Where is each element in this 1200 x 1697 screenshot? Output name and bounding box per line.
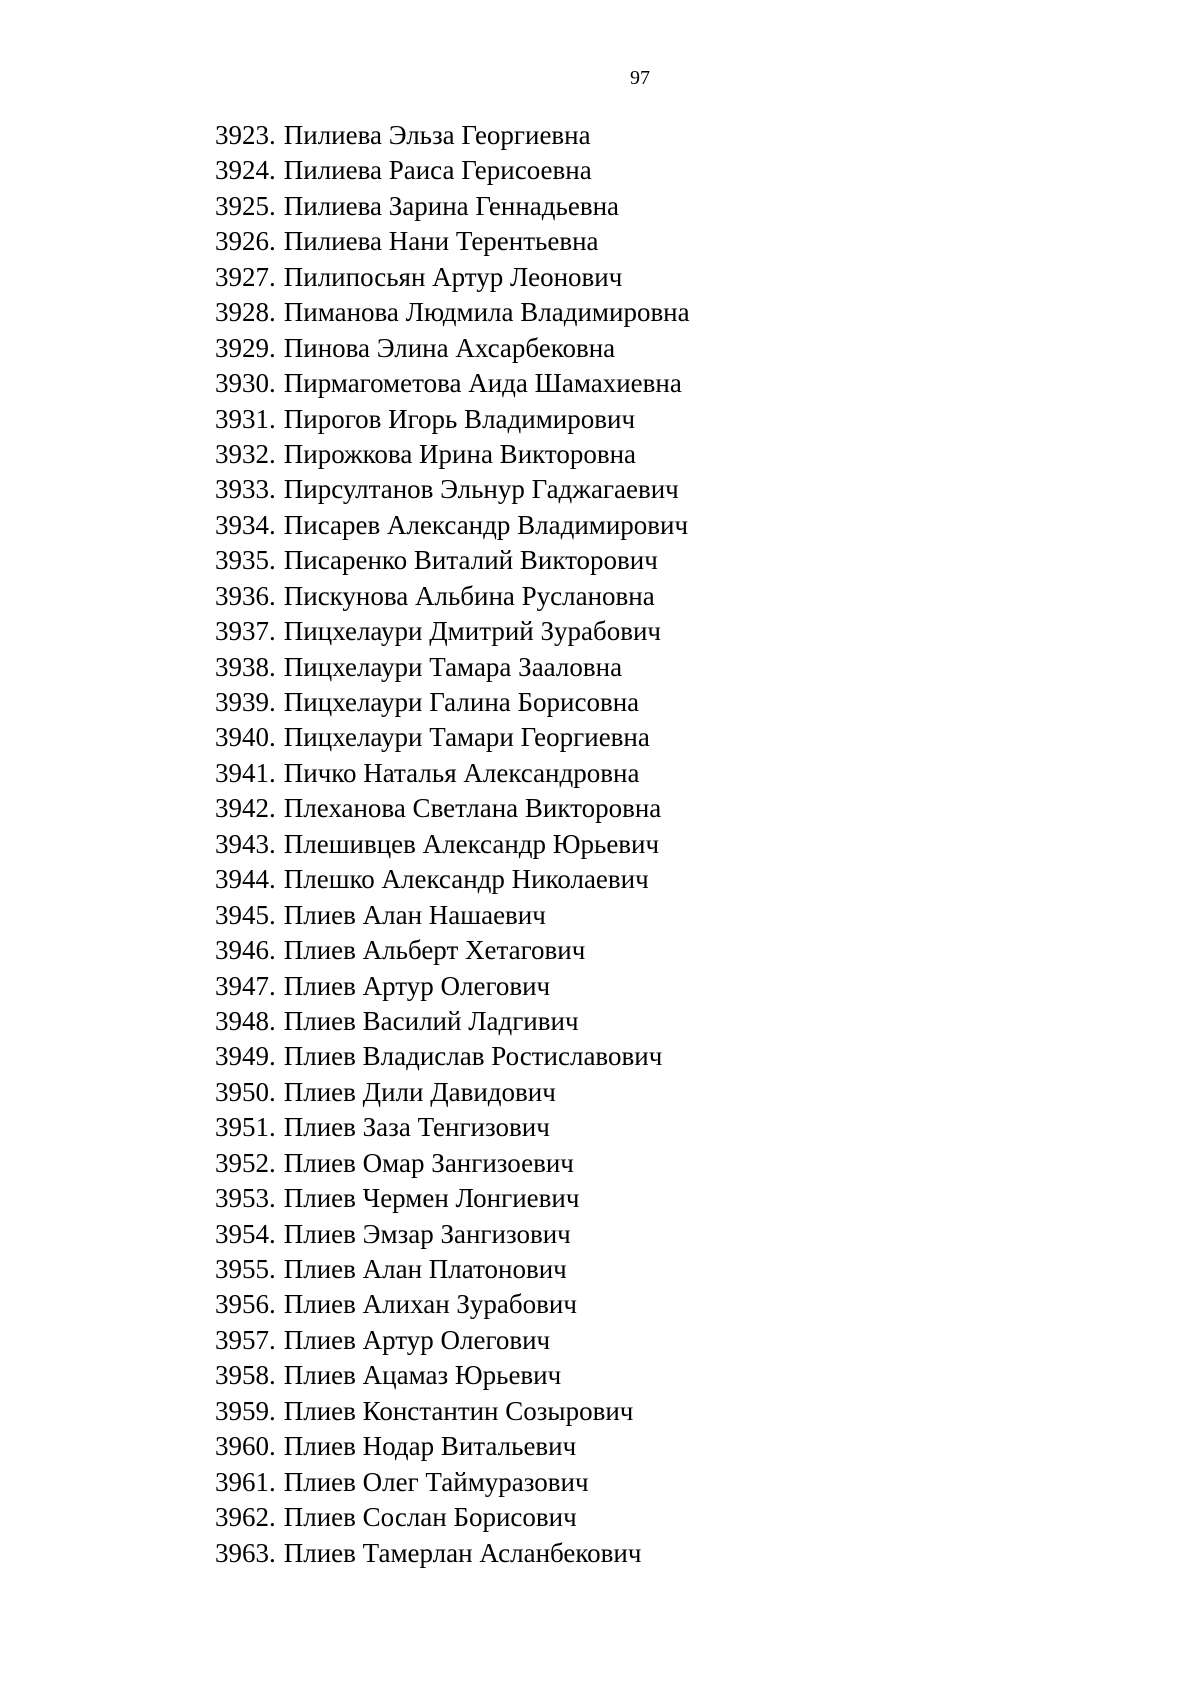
entry-number: 3957. — [215, 1324, 276, 1355]
entry-number: 3955. — [215, 1254, 276, 1284]
entry-number: 3932. — [215, 438, 276, 469]
entry-name: Плиев Заза Тенгизович — [283, 1112, 550, 1143]
entry-number: 3931. — [215, 403, 276, 434]
list-item — [215, 1075, 690, 1110]
entry-name: Плиев Константин Созырович — [283, 1395, 634, 1426]
entry-name: Пирмагометова Аида Шамахиевна — [283, 368, 682, 399]
entry-name: Плешивцев Александр Юрьевич — [283, 828, 660, 859]
entry-name: Пилиева Раиса Герисоевна — [283, 155, 592, 186]
entry-number: 3925. — [215, 190, 276, 221]
entry-name: Писарев Александр Владимирович — [283, 509, 689, 540]
entry-name: Плешко Александр Николаевич — [283, 864, 649, 895]
entry-name: Плиев Омар Зангизоевич — [283, 1147, 574, 1178]
entry-name: Пицхелаури Тамара Зааловна — [283, 651, 623, 682]
entry-number: 3942. — [215, 793, 276, 824]
entry-number: 3939. — [215, 687, 276, 717]
list-item — [215, 543, 690, 578]
entry-name: Плиев Ацамаз Юрьевич — [283, 1360, 562, 1391]
entry-number: 3953. — [215, 1183, 276, 1214]
list-item — [215, 1465, 690, 1500]
entry-number: 3948. — [215, 1005, 276, 1036]
entry-number: 3928. — [215, 297, 276, 328]
list-item — [215, 224, 690, 259]
entry-number: 3952. — [215, 1147, 276, 1178]
list-item — [215, 614, 690, 649]
entry-name: Плиев Эмзар Зангизович — [283, 1218, 571, 1249]
list-item — [215, 969, 690, 1004]
list-item — [215, 1004, 690, 1039]
entry-number: 3936. — [215, 580, 276, 611]
entry-name: Плиев Артур Олегович — [283, 1324, 551, 1355]
list-item — [215, 579, 690, 614]
entry-name: Плиев Нодар Витальевич — [283, 1431, 577, 1462]
entry-name: Пискунова Альбина Руслановна — [283, 580, 655, 611]
list-item — [215, 118, 690, 153]
entry-number: 3937. — [215, 616, 276, 647]
list-item — [215, 1110, 690, 1145]
list-item — [215, 189, 690, 224]
entry-name: Пилиева Нани Терентьевна — [283, 226, 599, 257]
list-item — [215, 791, 690, 826]
list-item — [215, 1039, 690, 1074]
list-item — [215, 331, 690, 366]
list-item — [215, 1181, 690, 1216]
list-item — [215, 402, 690, 437]
entry-name: Пицхелаури Дмитрий Зурабович — [283, 616, 661, 647]
entry-name: Пиманова Людмила Владимировна — [283, 297, 690, 328]
entry-number: 3940. — [215, 722, 276, 753]
entry-number: 3934. — [215, 509, 276, 540]
entry-name: Писаренко Виталий Викторович — [283, 545, 658, 576]
entry-number: 3946. — [215, 935, 276, 966]
list-item — [215, 437, 690, 472]
list-item — [215, 1429, 690, 1464]
entry-number: 3944. — [215, 864, 276, 895]
list-item — [215, 260, 690, 295]
list-item — [215, 650, 690, 685]
list-item — [215, 1217, 690, 1252]
list-item — [215, 295, 690, 330]
entry-name: Плиев Алан Платонович — [283, 1254, 567, 1284]
entry-number: 3962. — [215, 1502, 276, 1533]
list-item — [215, 472, 690, 507]
entry-number: 3959. — [215, 1395, 276, 1426]
entry-name: Пилиева Зарина Геннадьевна — [283, 190, 620, 221]
entry-number: 3963. — [215, 1537, 276, 1568]
list-item — [215, 1287, 690, 1322]
list-item — [215, 1394, 690, 1429]
entry-number: 3938. — [215, 651, 276, 682]
entry-number: 3926. — [215, 226, 276, 257]
entry-name: Плиев Василий Ладгивич — [283, 1005, 579, 1036]
page-number: 97 — [630, 67, 650, 89]
entry-number: 3941. — [215, 757, 276, 788]
list-item — [215, 933, 690, 968]
list-item — [215, 862, 690, 897]
entry-name: Пилипосьян Артур Леонович — [283, 261, 623, 292]
list-item — [215, 1358, 690, 1393]
entry-number: 3924. — [215, 155, 276, 186]
list-item — [215, 1536, 690, 1571]
entry-name: Пинова Элина Ахсарбековна — [283, 332, 616, 363]
list-item — [215, 685, 690, 720]
entry-number: 3961. — [215, 1466, 276, 1497]
entry-name: Плеханова Светлана Викторовна — [283, 793, 662, 824]
entry-number: 3929. — [215, 332, 276, 363]
entry-number: 3950. — [215, 1076, 276, 1107]
entry-number: 3960. — [215, 1431, 276, 1462]
entry-name: Пирожкова Ирина Викторовна — [283, 438, 637, 469]
list-item — [215, 756, 690, 791]
entry-name: Плиев Дили Давидович — [283, 1076, 556, 1107]
list-item — [215, 720, 690, 755]
entry-name: Плиев Сослан Борисович — [283, 1502, 577, 1533]
entry-number: 3933. — [215, 474, 276, 505]
entry-number: 3945. — [215, 899, 276, 930]
entry-name: Плиев Олег Таймуразович — [283, 1466, 589, 1497]
list-item — [215, 1323, 690, 1358]
list-item — [215, 1252, 690, 1287]
entry-number: 3935. — [215, 545, 276, 576]
entry-number: 3956. — [215, 1289, 276, 1320]
name-list — [215, 118, 690, 1571]
entry-name: Пицхелаури Тамари Георгиевна — [283, 722, 650, 753]
list-item — [215, 1500, 690, 1535]
list-item — [215, 898, 690, 933]
list-item — [215, 508, 690, 543]
entry-number: 3930. — [215, 368, 276, 399]
entry-number: 3958. — [215, 1360, 276, 1391]
entry-number: 3927. — [215, 261, 276, 292]
entry-name: Пирсултанов Эльнур Гаджагаевич — [283, 474, 679, 505]
entry-number: 3923. — [215, 120, 276, 150]
entry-number: 3954. — [215, 1218, 276, 1249]
entry-number: 3943. — [215, 828, 276, 859]
entry-name: Пилиева Эльза Георгиевна — [283, 120, 591, 150]
list-item — [215, 827, 690, 862]
entry-name: Плиев Альберт Хетагович — [283, 935, 586, 966]
list-item — [215, 1146, 690, 1181]
entry-name: Пирогов Игорь Владимирович — [283, 403, 636, 434]
entry-number: 3949. — [215, 1041, 276, 1072]
entry-name: Плиев Артур Олегович — [283, 970, 551, 1001]
entry-name: Пицхелаури Галина Борисовна — [283, 687, 640, 717]
entry-name: Плиев Чермен Лонгиевич — [283, 1183, 580, 1214]
list-item — [215, 366, 690, 401]
entry-name: Пичко Наталья Александровна — [283, 757, 640, 788]
entry-name: Плиев Тамерлан Асланбекович — [283, 1537, 642, 1568]
list-item — [215, 153, 690, 188]
entry-number: 3951. — [215, 1112, 276, 1143]
entry-name: Плиев Владислав Ростиславович — [283, 1041, 663, 1072]
entry-name: Плиев Алихан Зурабович — [283, 1289, 577, 1320]
entry-number: 3947. — [215, 970, 276, 1001]
entry-name: Плиев Алан Нашаевич — [283, 899, 546, 930]
